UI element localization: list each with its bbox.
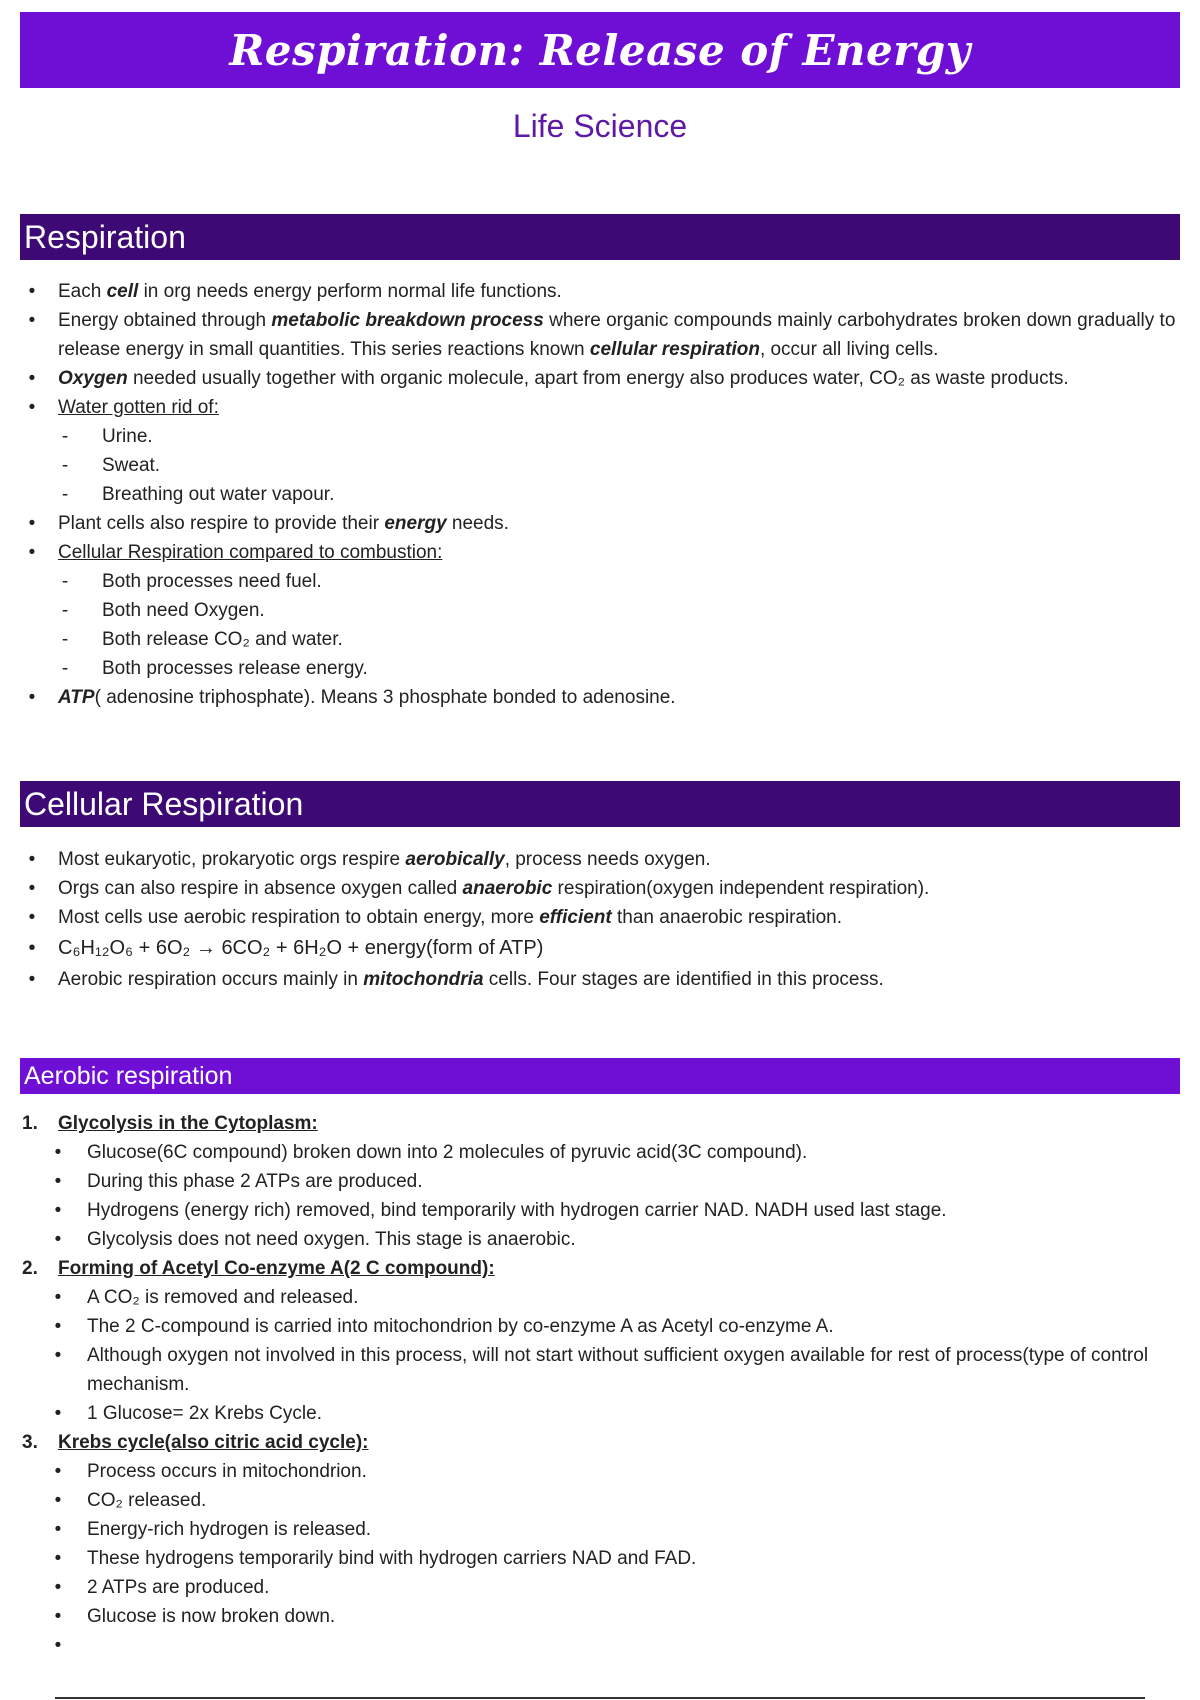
dash-marker: -	[61, 571, 69, 592]
bullet-marker: •	[54, 1171, 62, 1192]
cellular-respiration-content	[20, 845, 1180, 994]
sub-heading: Water gotten rid of:	[58, 397, 219, 418]
section-heading-cellular-respiration: Cellular Respiration	[20, 781, 1180, 827]
bullet-marker: •	[54, 1577, 62, 1598]
list-item: - Both processes need fuel.	[20, 567, 1180, 596]
dash-marker: -	[61, 658, 69, 679]
bullet-marker: •	[28, 849, 36, 870]
list-item: - Both processes release energy.	[20, 654, 1180, 683]
bullet-marker: •	[54, 1345, 62, 1366]
dash-marker: -	[61, 455, 69, 476]
section-heading-aerobic-respiration: Aerobic respiration	[20, 1058, 1180, 1094]
bullet-marker: •	[28, 281, 36, 302]
list-item: • Most eukaryotic, prokaryotic orgs respire aerobically, process needs oxygen.	[20, 845, 1180, 874]
list-item: • These hydrogens temporarily bind with hydrogen carriers NAD and FAD.	[20, 1544, 1180, 1573]
bullet-marker: •	[54, 1606, 62, 1627]
dash-marker: -	[61, 600, 69, 621]
list-item: • During this phase 2 ATPs are produced.	[20, 1167, 1180, 1196]
bullet-marker: •	[54, 1519, 62, 1540]
document-title: Respiration: Release of Energy	[229, 25, 971, 75]
sub-heading: Cellular Respiration compared to combustion:	[58, 542, 443, 563]
bullet-marker: •	[54, 1548, 62, 1569]
section-heading-respiration: Respiration	[20, 214, 1180, 260]
list-item	[20, 538, 1180, 567]
bullet-marker: •	[28, 368, 36, 389]
bullet-marker: •	[54, 1461, 62, 1482]
list-item: • Orgs can also respire in absence oxygen called anaerobic respiration(oxygen independent respiration).	[20, 874, 1180, 903]
list-item	[20, 934, 1180, 963]
bullet-marker: •	[28, 513, 36, 534]
bullet-marker: •	[28, 937, 36, 959]
list-item: - Both release CO₂ and water.	[20, 625, 1180, 654]
bullet-marker: •	[54, 1200, 62, 1221]
numbered-heading: 2. Forming of Acetyl Co-enzyme A(2 C compound):	[22, 1258, 495, 1279]
bullet-marker: •	[54, 1229, 62, 1250]
aerobic-respiration-content	[20, 1109, 1180, 1660]
list-item: • 1 Glucose= 2x Krebs Cycle.	[20, 1399, 1180, 1428]
list-item: • Glucose is now broken down.	[20, 1602, 1180, 1631]
chemical-equation: C₆H₁₂O₆ + 6O₂ → 6CO₂ + 6H₂O + energy(form of ATP)	[58, 937, 544, 959]
list-item: - Both need Oxygen.	[20, 596, 1180, 625]
list-item: • A CO₂ is removed and released.	[20, 1283, 1180, 1312]
bullet-marker: •	[28, 878, 36, 899]
list-item: • Although oxygen not involved in this process, will not start without sufficient oxygen available for rest of process(type of control mechanism.	[20, 1341, 1180, 1399]
list-item	[20, 1631, 1180, 1660]
list-item: • Energy-rich hydrogen is released.	[20, 1515, 1180, 1544]
list-item: • Aerobic respiration occurs mainly in mitochondria cells. Four stages are identified in this process.	[20, 965, 1180, 994]
bullet-marker: •	[54, 1316, 62, 1337]
respiration-content	[20, 277, 1180, 712]
dash-marker: -	[61, 426, 69, 447]
document-title-bar	[20, 12, 1180, 88]
list-item: - Breathing out water vapour.	[20, 480, 1180, 509]
numbered-heading: 1. Glycolysis in the Cytoplasm:	[22, 1113, 318, 1134]
list-item: • Plant cells also respire to provide their energy needs.	[20, 509, 1180, 538]
dash-marker: -	[61, 484, 69, 505]
bullet-marker: •	[54, 1403, 62, 1424]
list-item: • Oxygen needed usually together with organic molecule, apart from energy also produces water, CO₂ as waste products.	[20, 364, 1180, 393]
bullet-marker: •	[54, 1635, 62, 1656]
bullet-marker: •	[28, 397, 36, 418]
document-subtitle: Life Science	[512, 108, 688, 144]
list-item: • ATP( adenosine triphosphate). Means 3 phosphate bonded to adenosine.	[20, 683, 1180, 712]
list-item: - Urine.	[20, 422, 1180, 451]
bottom-divider	[55, 1697, 1145, 1699]
list-item: • Hydrogens (energy rich) removed, bind temporarily with hydrogen carrier NAD. NADH used last stage.	[20, 1196, 1180, 1225]
list-item: • Energy obtained through metabolic breakdown process where organic compounds mainly carbohydrates broken down gradually to release energy in small quantities. This series reactions known cellular respiration, occur all living cells.	[20, 306, 1180, 364]
list-item: • Most cells use aerobic respiration to obtain energy, more efficient than anaerobic respiration.	[20, 903, 1180, 932]
list-item: • Process occurs in mitochondrion.	[20, 1457, 1180, 1486]
list-item: • Each cell in org needs energy perform normal life functions.	[20, 277, 1180, 306]
list-item: • Glycolysis does not need oxygen. This stage is anaerobic.	[20, 1225, 1180, 1254]
dash-marker: -	[61, 629, 69, 650]
list-item: • Glucose(6C compound) broken down into 2 molecules of pyruvic acid(3C compound).	[20, 1138, 1180, 1167]
numbered-heading: 3. Krebs cycle(also citric acid cycle):	[22, 1432, 369, 1453]
bullet-marker: •	[28, 310, 36, 331]
bullet-marker: •	[28, 687, 36, 708]
list-item: • The 2 C-compound is carried into mitochondrion by co-enzyme A as Acetyl co-enzyme A.	[20, 1312, 1180, 1341]
bullet-marker: •	[54, 1490, 62, 1511]
list-item: - Sweat.	[20, 451, 1180, 480]
bullet-marker: •	[28, 907, 36, 928]
bullet-marker: •	[28, 969, 36, 990]
bullet-marker: •	[54, 1287, 62, 1308]
bullet-marker: •	[54, 1142, 62, 1163]
list-item: • CO₂ released.	[20, 1486, 1180, 1515]
bullet-marker: •	[28, 542, 36, 563]
list-item: • 2 ATPs are produced.	[20, 1573, 1180, 1602]
list-item	[20, 393, 1180, 422]
